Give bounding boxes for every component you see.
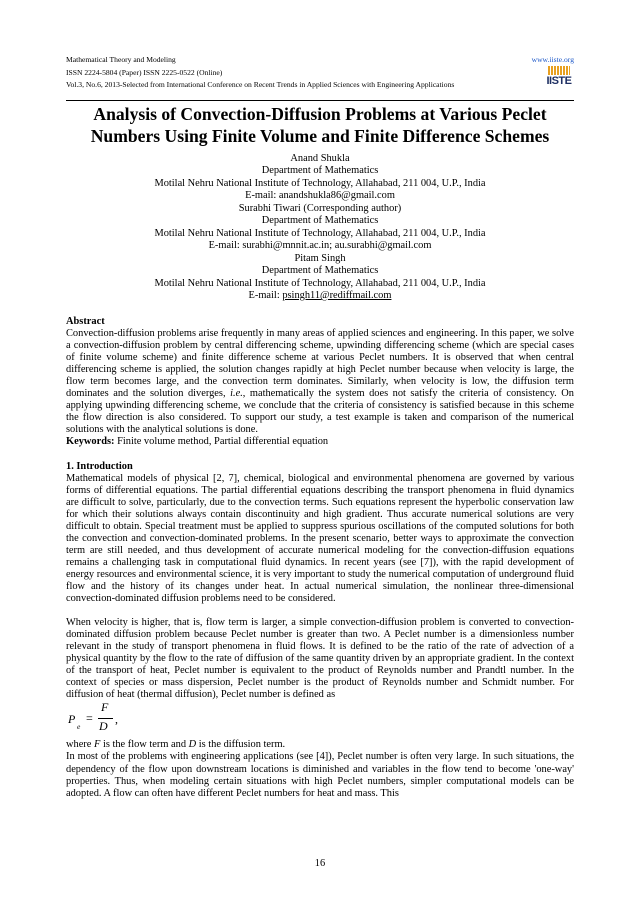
journal-header bbox=[66, 54, 574, 92]
spacer bbox=[66, 605, 574, 617]
introduction-heading: 1. Introduction bbox=[66, 460, 133, 472]
where-line bbox=[66, 739, 574, 751]
logo-stripes-icon bbox=[548, 66, 570, 75]
author-email: E-mail: surabhi@mnnit.ac.in; au.surabhi@gmail.com bbox=[208, 240, 432, 252]
journal-name: Mathematical Theory and Modeling bbox=[66, 55, 176, 64]
journal-website-link[interactable]: www.iiste.org bbox=[531, 55, 574, 64]
iiste-logo bbox=[544, 66, 574, 90]
intro-paragraph: In most of the problems with engineering applications (see [4]), Peclet number is often very large. In such situations, the dependency of the flow upon downstream locations is diminished and variables in the flow tend to become 'one-way' properties. Thus, when modeling certain situations with high Peclet numbers, simpler computational models can be adopted. A flow can often have different Peclet numbers for heat and mass. This bbox=[66, 751, 574, 799]
formula-numerator: F bbox=[101, 700, 109, 715]
where-var-f: F bbox=[93, 739, 101, 751]
paper-body bbox=[66, 316, 574, 800]
page-number: 16 bbox=[314, 858, 326, 869]
paper-title: Analysis of Convection-Diffusion Problems at Various Peclet Numbers Using Finite Volume and Finite Difference Schemes bbox=[90, 104, 550, 146]
author-department: Department of Mathematics bbox=[261, 165, 379, 177]
keywords-label: Keywords: bbox=[66, 436, 115, 448]
author-block bbox=[66, 153, 574, 302]
author-name: Pitam Singh bbox=[294, 252, 346, 264]
author-institute: Motilal Nehru National Institute of Technology, Allahabad, 211 004, U.P., India bbox=[154, 177, 486, 189]
where-text: where bbox=[66, 739, 94, 751]
journal-issn: ISSN 2224-5804 (Paper) ISSN 2225-0522 (Online) bbox=[66, 67, 223, 77]
peclet-formula bbox=[68, 701, 574, 739]
formula-comma: , bbox=[115, 712, 118, 727]
keywords-text: Finite volume method, Partial differential equation bbox=[114, 436, 329, 448]
author-name: Anand Shukla bbox=[290, 153, 350, 164]
author-institute: Motilal Nehru National Institute of Technology, Allahabad, 211 004, U.P., India bbox=[154, 277, 486, 289]
where-text: is the flow term and bbox=[100, 739, 189, 751]
formula-subscript: e bbox=[77, 722, 81, 732]
author-name: Surabhi Tiwari (Corresponding author) bbox=[238, 202, 402, 214]
formula-equals: = bbox=[86, 711, 93, 726]
intro-paragraph: When velocity is higher, that is, flow term is larger, a simple convection-diffusion problem is converted to convection-dominated diffusion problem because Peclet number is greater than two. A Peclet number is a dimensionless number relevant in the study of transport phenomena in fluid flows. It is defined to be the ratio of the rate of advection of a physical quantity by the flow to the rate of diffusion of the same quantity driven by an appropriate gradient. In the context of the transport of heat, Peclet number is equivalent to the product of Reynolds number and Prandtl number. In the context of species or mass dispersion, Peclet number is the product of Reynolds number and Schmidt number. For diffusion of heat (thermal diffusion), Peclet number is defined as bbox=[66, 617, 574, 701]
header-rule bbox=[66, 100, 574, 101]
intro-paragraph: Mathematical models of physical [2, 7], chemical, biological and environmental phenomena are governed by various forms of differential equations. The partial differential equations describing the transport phenomena in fluid dynamics are difficult to solve, particularly, due to the convection terms. Such equations represent the hyperbolic conservation law for which their solutions always contain discontinuity and high gradient. Thus accurate numerical solutions are very difficult to obtain. Special treatment must be applied to suppress spurious oscillations of the computed solutions for both the convection and convection-dominated problems. In the present scenario, better ways to approximate the convection term are still needed, and thus development of accurate numerical modeling for the convection-diffusion equations remains a challenging task in computational fluid dynamics. In recent years (see [7]), with the rapid development of energy resources and environmental science, it is very important to study the numerical computation of underground fluid flow and the history of its changes under heat. In actual numerical simulation, the nonlinear three-dimensional convection-dominated diffusion problems need to be considered. bbox=[66, 472, 574, 605]
where-var-d: D bbox=[188, 739, 197, 751]
abstract-text bbox=[66, 328, 574, 436]
journal-volume: Vol.3, No.6, 2013-Selected from International Conference on Recent Trends in Applied Sciences with Engineering Applications bbox=[66, 80, 455, 90]
formula-lhs: P bbox=[68, 712, 76, 727]
logo-text: IISTE bbox=[546, 75, 572, 87]
author-email: E-mail: anandshukla86@gmail.com bbox=[245, 190, 395, 202]
abstract-text-part2: , mathematically the system does not satisfy the criteria of consistency. On applying upwinding differencing scheme, we conclude that the criteria of consistency is satisfied because in this scheme the flow direction is also considered. To support our study, a test example is taken and comparison of the numerical solutions with the analytical solutions is done. bbox=[66, 388, 574, 436]
abstract-heading: Abstract bbox=[66, 316, 105, 327]
email-prefix: E-mail: bbox=[248, 289, 283, 301]
keywords-line bbox=[66, 436, 574, 448]
formula-denominator: D bbox=[99, 719, 108, 734]
abstract-text-part1: Convection-diffusion problems arise frequently in many areas of applied sciences and engineering. In this paper, we solve a convection-diffusion problem by central differencing scheme, upwinding differencing scheme (which are special cases of finite volume scheme) and finite difference scheme at various Peclet numbers. It is observed that when central differencing scheme is applied, the solution changes rapidly at high Peclet number because when velocity is large, the flow term becomes large, and the convection term dominates. Similarly, when velocity is low, the diffusion term dominates and the solution diverges, bbox=[66, 328, 574, 400]
author-department: Department of Mathematics bbox=[261, 265, 379, 277]
abstract-ie: i.e. bbox=[230, 388, 243, 400]
author-email-line bbox=[66, 290, 574, 302]
author-institute: Motilal Nehru National Institute of Technology, Allahabad, 211 004, U.P., India bbox=[154, 227, 486, 239]
author-department: Department of Mathematics bbox=[261, 215, 379, 227]
spacer bbox=[66, 449, 574, 461]
where-text: is the diffusion term. bbox=[196, 739, 286, 751]
author-email-link[interactable]: psingh11@rediffmail.com bbox=[282, 289, 392, 301]
